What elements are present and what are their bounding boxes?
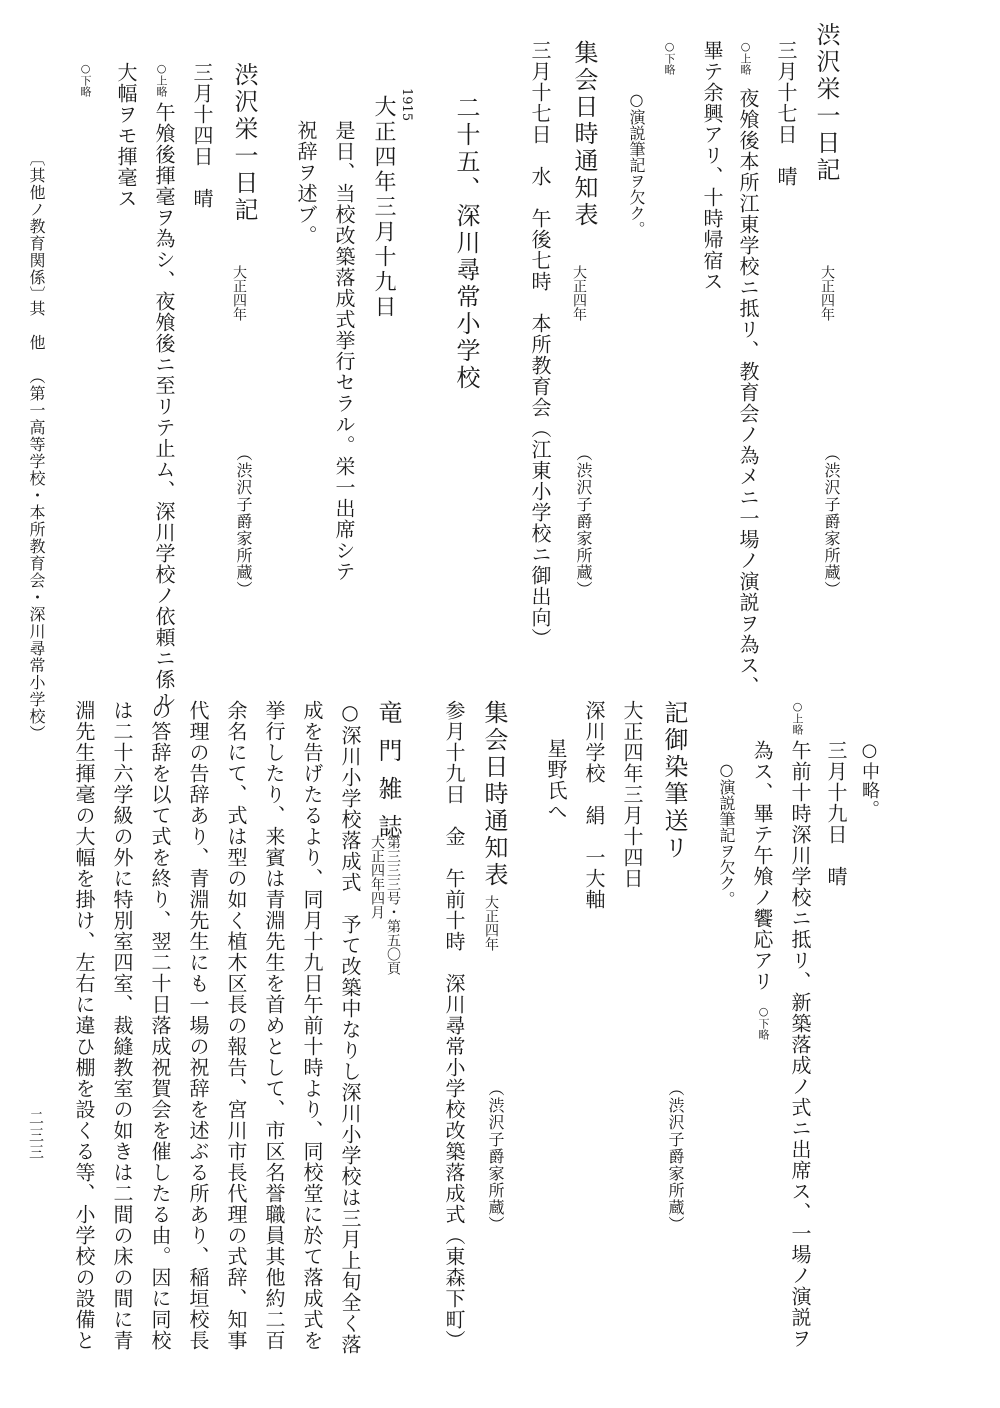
magazine-line-8: 淵先生揮毫の大幅を掛け、左右に違ひ棚を設くる等、小学校の設備と: [72, 700, 96, 1351]
diary1-source: （渋沢子爵家所蔵）: [822, 445, 841, 598]
magazine-line-2: 成を告げたるより、同月十九日午前十時より、同校堂に於て落成式を: [300, 700, 324, 1351]
footer-category: 〔其他ノ教育関係〕: [27, 150, 46, 303]
diary2-line1: 午飧後揮毫ヲ為シ、夜飧後ニ至リテ止ム、深川学校ノ依頼ニ係ル: [152, 102, 176, 711]
diary1-top-omit-mark: ○上略: [739, 40, 752, 75]
notice2-source: （渋沢子爵家所蔵）: [486, 1080, 505, 1233]
diary3-bottom-omit-mark: ○下略: [757, 1005, 770, 1040]
magazine-issue: 第三三三号・第五〇頁: [385, 835, 401, 975]
diary1-title: 渋沢栄一日記: [812, 22, 840, 184]
diary2-top-omit-mark: ○上略: [155, 62, 168, 97]
diary3-line2: 為ス、畢テ午飧ノ饗応アリ: [750, 740, 774, 992]
notice2-line: 参月十九日 金 午前十時 深川尋常小学校改築落成式（東森下町）: [442, 700, 466, 1351]
section-title: 二十五、深川尋常小学校: [452, 95, 480, 392]
magazine-line-3: 挙行したり、来賓は青淵先生を首めとして、市区名誉職員其他約二百: [262, 700, 286, 1351]
western-year: 1915: [399, 88, 414, 122]
diary1-line1: 夜飧後本所江東学校ニ抵リ、教育会ノ為メニ一場ノ演説ヲ為ス、: [736, 88, 760, 697]
event-line1: 是日、当校改築落成式挙行セラル。栄一出席シテ: [332, 120, 356, 582]
diary1-date: 三月十七日 晴: [774, 40, 798, 187]
magazine-line-6: の答辞を以て式を終り、翌二十日落成祝賀会を催したる由。因に同校: [148, 700, 172, 1351]
notice1-year: 大正四年: [571, 265, 587, 321]
notice1-line: 三月十七日 水 午後七時 本所教育会（江東小学校ニ御出向）: [528, 40, 552, 649]
magazine-line-7: は二十六学級の外に特別室四室、裁縫教室の如きは二間の床の間に青: [110, 700, 134, 1351]
diary2-title: 渋沢栄一日記: [230, 62, 258, 224]
magazine-line-4: 余名にて、式は型の如く植木区長の報告、宮川市長代理の式辞、知事: [224, 700, 248, 1351]
diary2-line2: 大幅ヲモ揮毫ス: [114, 62, 138, 209]
diary1-year: 大正四年: [819, 265, 835, 321]
diary3-line1: 午前十時深川学校ニ抵リ、新築落成ノ式ニ出席ス、一場ノ演説ヲ: [788, 740, 812, 1349]
magazine-date: 大正四年四月: [369, 835, 385, 919]
diary3-top-omit-mark: ○上略: [791, 700, 804, 735]
record-recipient: 星野氏へ: [544, 738, 568, 822]
diary3-note: ○演説筆記ヲ欠ク。: [717, 760, 736, 907]
magazine-line-1: ○深川小学校落成式 予て改築中なりし深川小学校は三月上旬全く落: [338, 700, 362, 1355]
diary1-line2: 畢テ余興アリ、十時帰宿ス: [700, 40, 724, 292]
notice1-source: （渋沢子爵家所蔵）: [574, 445, 593, 598]
record-title: 記御染筆送リ: [660, 700, 688, 862]
event-line2: 祝辞ヲ述ブ。: [294, 120, 318, 246]
diary2-source: （渋沢子爵家所蔵）: [234, 445, 253, 598]
diary2-bottom-omit-mark: ○下略: [79, 62, 92, 97]
diary2-date: 三月十四日 晴: [190, 62, 214, 209]
record-source: （渋沢子爵家所蔵）: [666, 1080, 685, 1233]
notice2-title: 集会日時通知表: [480, 700, 508, 889]
magazine-line-5: 代理の告辞あり、青淵先生にも一場の祝辞を述ぶる所あり、稲垣校長: [186, 700, 210, 1351]
event-date: 大正四年三月十九日: [371, 95, 396, 320]
diary2-year: 大正四年: [231, 265, 247, 321]
notice1-title: 集会日時通知表: [570, 40, 598, 229]
diary1-bottom-omit-mark: ○下略: [663, 40, 676, 75]
omit-note: ○中略。: [859, 740, 880, 819]
diary3-date: 三月十九日 晴: [824, 740, 848, 887]
diary1-note: ○演説筆記ヲ欠ク。: [627, 90, 646, 237]
notice2-year: 大正四年: [483, 895, 499, 951]
footer-other: 其他: [27, 300, 46, 368]
footer-institutions: （第一高等学校・本所教育会・深川尋常小学校）: [27, 368, 46, 742]
record-date: 大正四年三月十四日: [620, 700, 644, 889]
record-item: 深川学校 絹 一大軸: [582, 700, 606, 910]
page-number: 二三三: [27, 1110, 45, 1161]
magazine-title: 竜門雑誌: [374, 700, 402, 852]
